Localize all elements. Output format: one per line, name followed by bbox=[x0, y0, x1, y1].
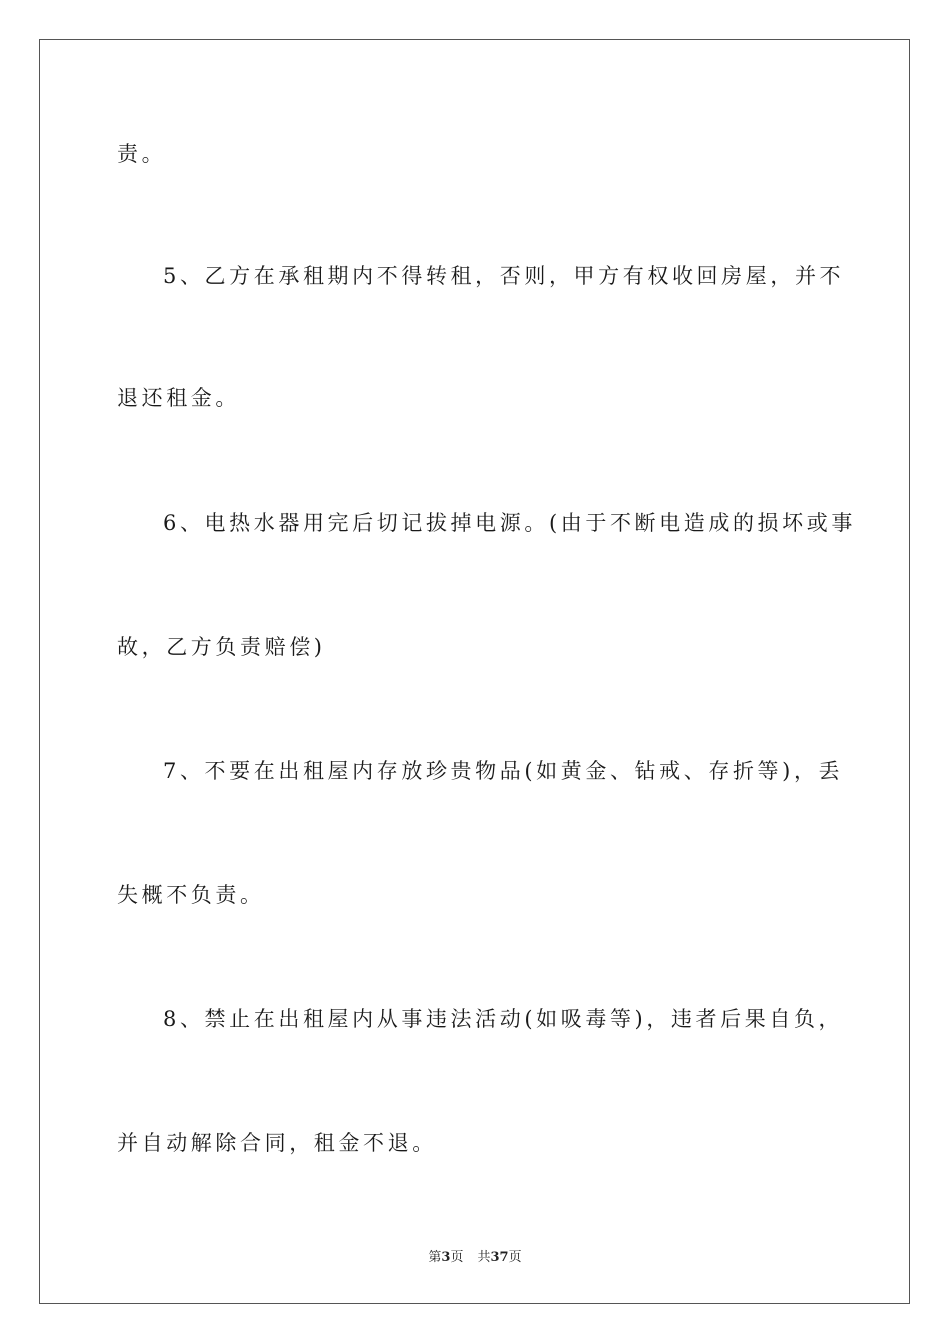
paragraph-line: 5、乙方在承租期内不得转租，否则，甲方有权收回房屋，并不 bbox=[163, 264, 845, 288]
paragraph-line: 6、电热水器用完后切记拔掉电源。(由于不断电造成的损坏或事 bbox=[163, 511, 856, 535]
paragraph-line: 责。 bbox=[117, 142, 167, 166]
paragraph-line: 失概不负责。 bbox=[117, 883, 265, 907]
total-label-suffix: 页 bbox=[508, 1250, 522, 1265]
total-pages: 37 bbox=[490, 1250, 509, 1265]
paragraph-line: 故，乙方负责赔偿) bbox=[117, 635, 326, 659]
total-label-prefix: 共 bbox=[477, 1250, 491, 1265]
page-label-prefix: 第 bbox=[428, 1250, 442, 1265]
paragraph-line: 8、禁止在出租屋内从事违法活动(如吸毒等)，违者后果自负， bbox=[163, 1007, 844, 1031]
paragraph-line: 退还租金。 bbox=[117, 386, 240, 410]
page-footer bbox=[0, 1246, 950, 1265]
page-border bbox=[39, 39, 910, 1304]
paragraph-line: 7、不要在出租屋内存放珍贵物品(如黄金、钻戒、存折等)，丢 bbox=[163, 759, 844, 783]
page-number: 3 bbox=[441, 1250, 451, 1265]
page-label-suffix: 页 bbox=[450, 1250, 464, 1265]
paragraph-line: 并自动解除合同，租金不退。 bbox=[117, 1131, 437, 1155]
